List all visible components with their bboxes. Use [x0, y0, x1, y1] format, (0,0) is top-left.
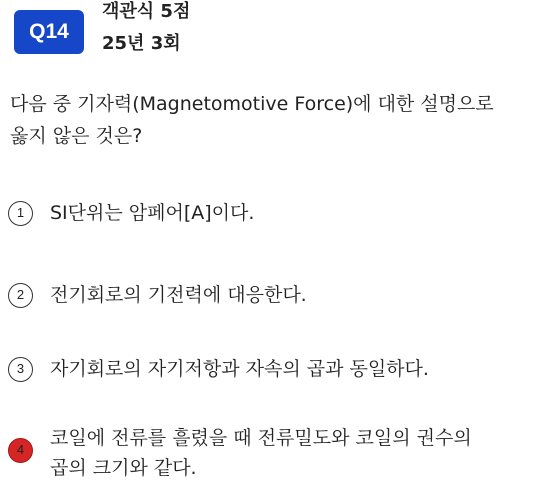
question-line: 옳지 않은 것은?: [10, 125, 143, 147]
option-number-circle: 2: [8, 283, 33, 308]
correct-answer-marker: 4: [8, 438, 33, 463]
option-text-line: 코일에 전류를 흘렸을 때 전류밀도와 코일의 권수의: [50, 427, 472, 449]
option-text-line: 곱의 크기와 같다.: [50, 457, 197, 479]
option-text: [50, 354, 429, 384]
question-line: 다음 중 기자력(Magnetomotive Force)에 대한 설명으로: [10, 93, 494, 115]
option-text-line: 자기회로의 자기저항과 자속의 곱과 동일하다.: [50, 358, 429, 380]
question-text: [10, 88, 555, 152]
option-text-line: 전기회로의 기전력에 대응한다.: [50, 284, 307, 306]
option-text: [50, 423, 472, 483]
question-type-label: 객관식 5점: [102, 1, 191, 22]
exam-session-label: 25년 3회: [102, 33, 181, 54]
option-number-circle: 1: [8, 201, 33, 226]
question-number-badge: Q14: [14, 10, 84, 54]
option-number-circle: 3: [8, 357, 33, 382]
option-text: [50, 198, 254, 228]
option-text-line: SI단위는 암페어[A]이다.: [50, 202, 255, 224]
option-text: [50, 280, 307, 310]
